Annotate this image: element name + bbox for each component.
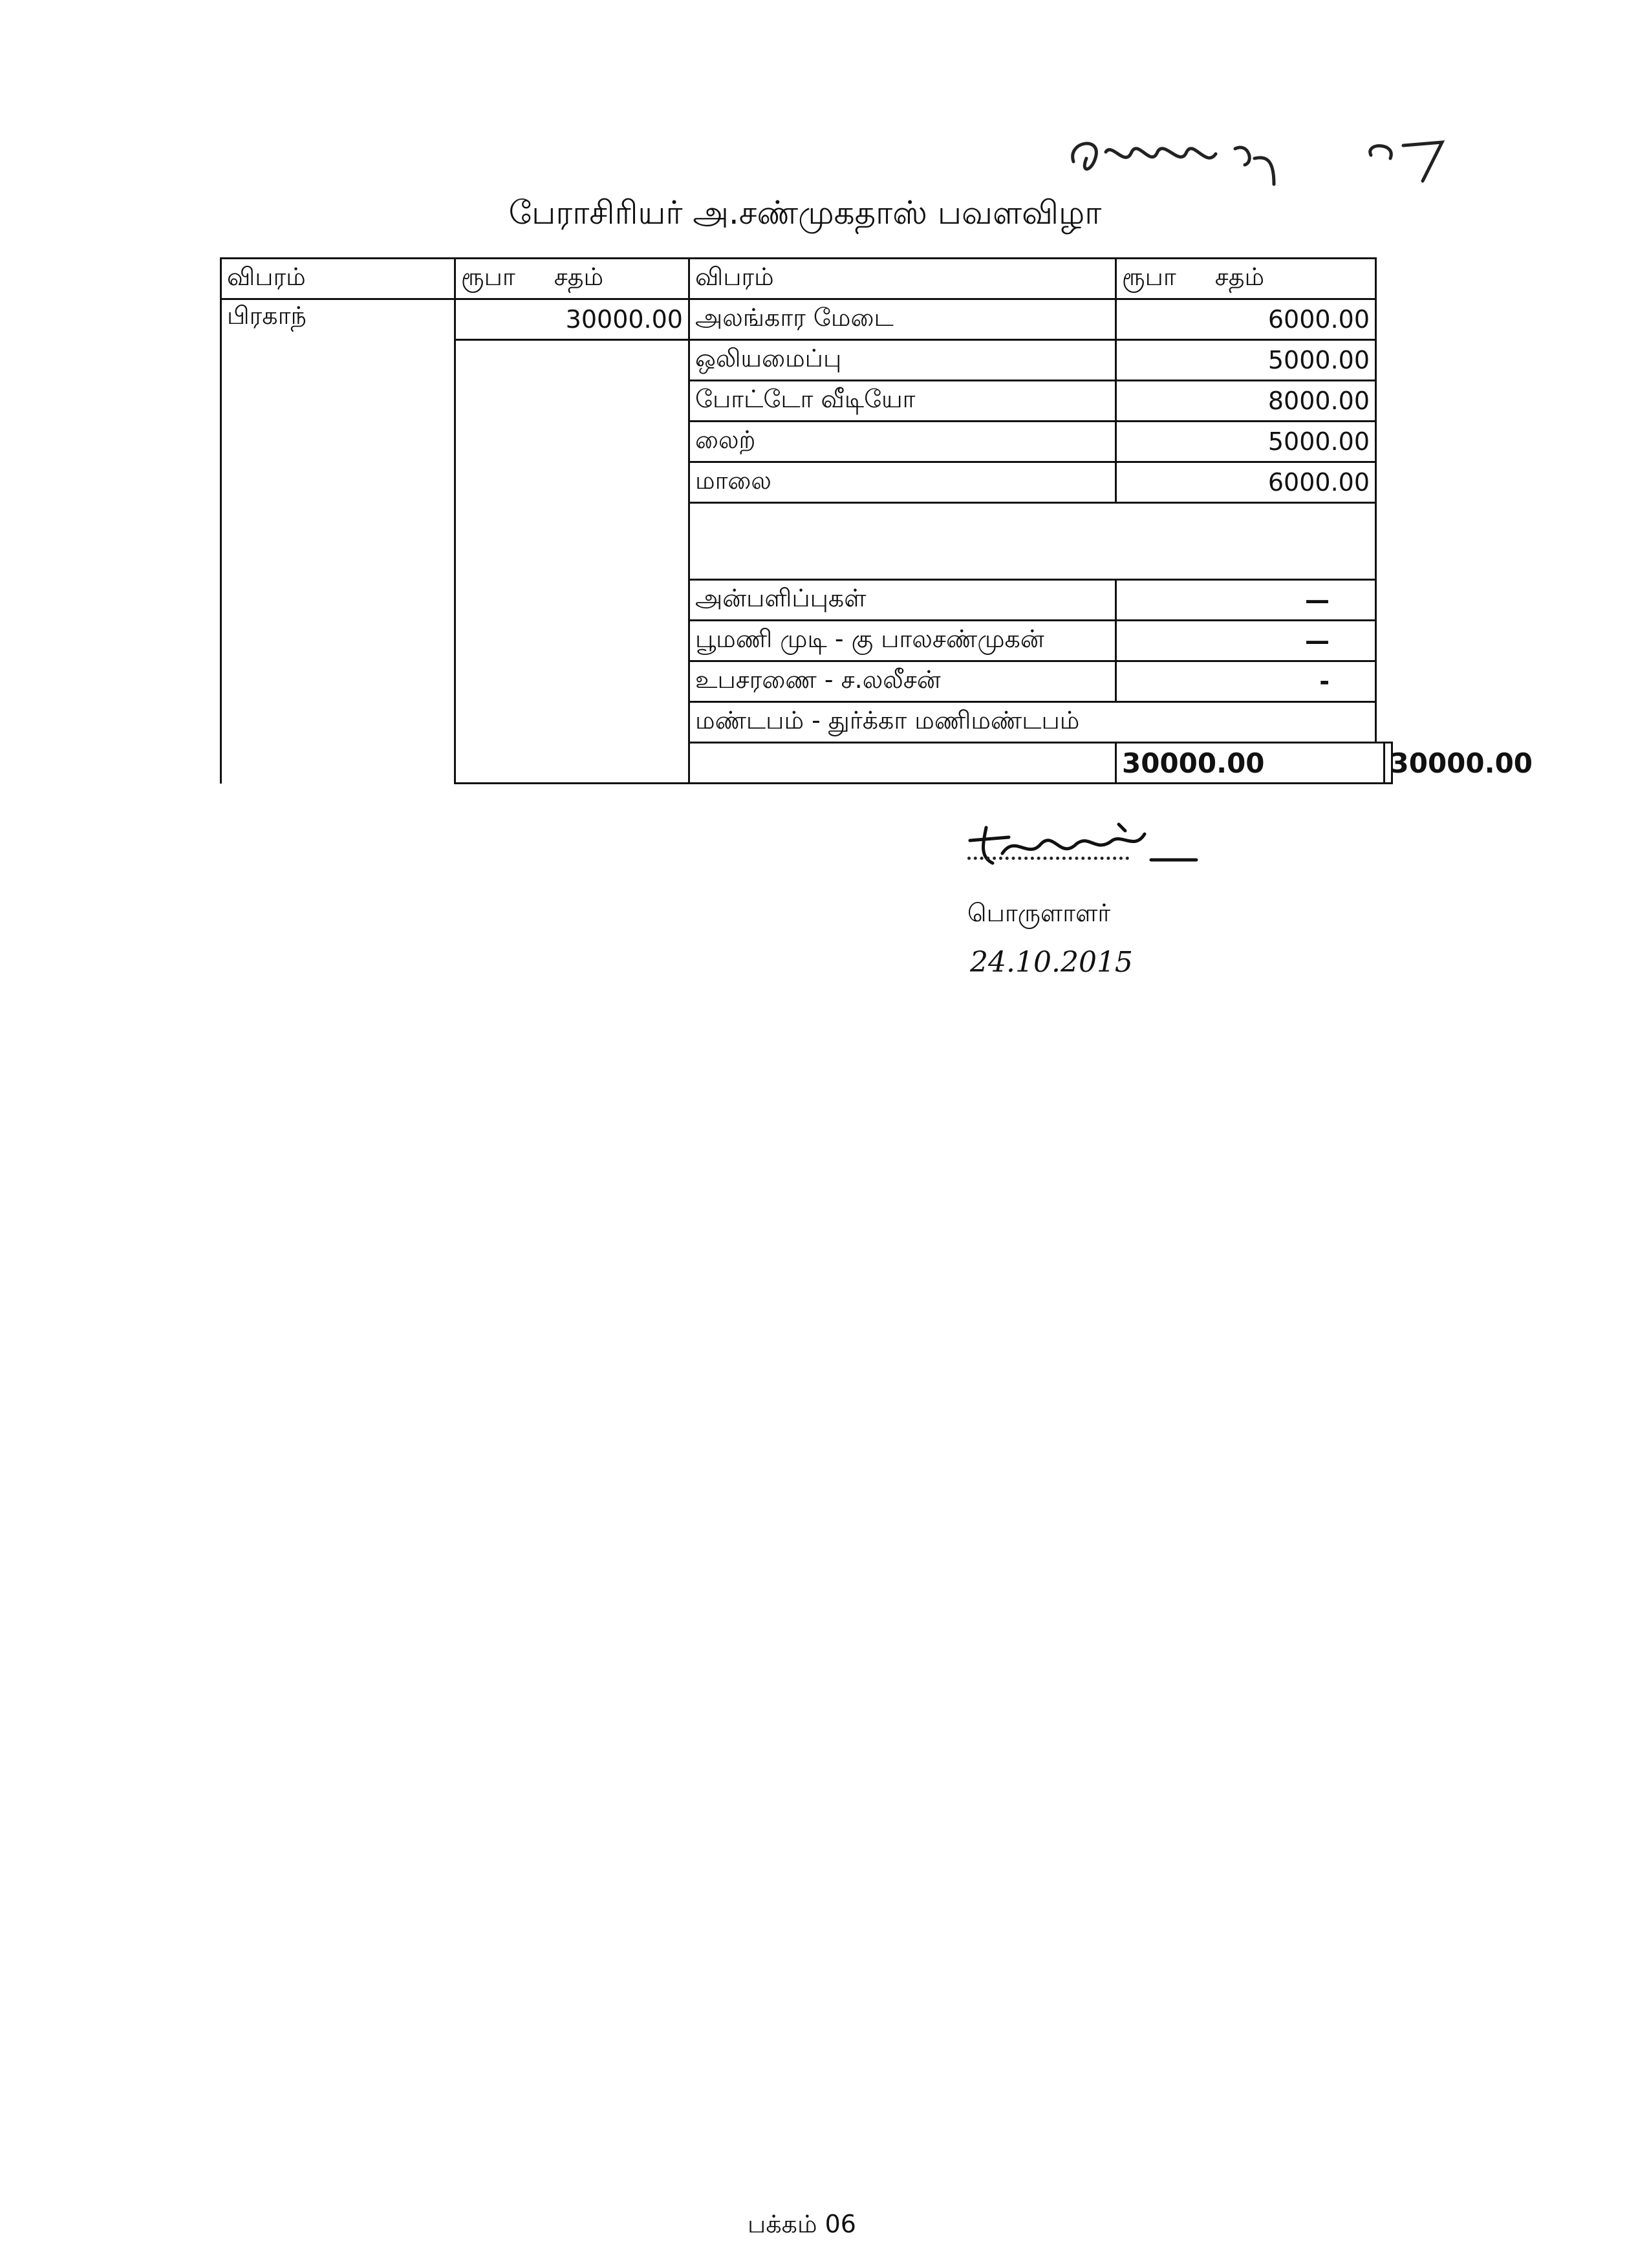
total-right: 30000.00: [1384, 743, 1392, 784]
header-right-amount: [1116, 259, 1376, 299]
expense-desc: போட்டோ வீடியோ: [689, 381, 1116, 422]
income-amount-blank: [455, 340, 689, 784]
header-row: [221, 259, 1392, 299]
expense-amount: 8000.00: [1116, 381, 1376, 422]
expense-amount: 5000.00: [1116, 340, 1376, 381]
signature-date: [970, 941, 1229, 979]
total-left-value: 30000.00: [1122, 747, 1265, 779]
donation-desc: அன்பளிப்புகள்: [689, 580, 1116, 621]
donation-desc: மண்டபம் - துர்க்கா மணிமண்டபம்: [689, 702, 1376, 743]
header-left-amount: [455, 259, 689, 299]
donation-amount: —: [1116, 621, 1376, 661]
donation-desc: உபசரணை - ச.லலீசன்: [689, 661, 1116, 702]
header-right-cents: சதம்: [1214, 262, 1265, 291]
expense-amount: 5000.00: [1116, 422, 1376, 462]
signature-line: [967, 857, 1129, 860]
table-row: [221, 299, 1392, 340]
expense-desc: அலங்கார மேடை: [689, 299, 1116, 340]
header-right-desc: விபரம்: [689, 259, 1116, 299]
total-left: [1116, 743, 1385, 784]
header-left-desc: விபரம்: [221, 259, 455, 299]
donation-desc: பூமணி முடி - கு பாலசண்முகன்: [689, 621, 1116, 661]
page-number: பக்கம் 06: [748, 2210, 856, 2238]
donation-amount: —: [1116, 580, 1376, 621]
expense-desc: மாலை: [689, 462, 1116, 503]
header-left-cents: சதம்: [554, 262, 604, 291]
header-right-rupees: ரூபா: [1122, 262, 1176, 291]
expense-amount: 6000.00: [1116, 462, 1376, 503]
treasurer-signature: [957, 815, 1203, 873]
ledger-table: [220, 257, 1533, 784]
expense-desc: லைற்: [689, 422, 1116, 462]
expense-desc: ஒலியமைப்பு: [689, 340, 1116, 381]
signature-role: பொருளாளர்: [967, 899, 1111, 927]
header-left-rupees: ரூபா: [461, 262, 515, 291]
document-title: பேராசிரியர் அ.சண்முகதாஸ் பவளவிழா: [508, 194, 1102, 231]
income-desc: பிரகாந்: [221, 299, 455, 784]
handwritten-annex-note: [1061, 123, 1449, 194]
blank-cell: [689, 503, 1376, 580]
donation-amount: -: [1116, 661, 1376, 702]
expense-amount: 6000.00: [1116, 299, 1376, 340]
total-left-spacer: [689, 743, 1116, 784]
income-amount: 30000.00: [455, 299, 689, 340]
signature-date-text: 24.10.2015: [970, 946, 1133, 979]
